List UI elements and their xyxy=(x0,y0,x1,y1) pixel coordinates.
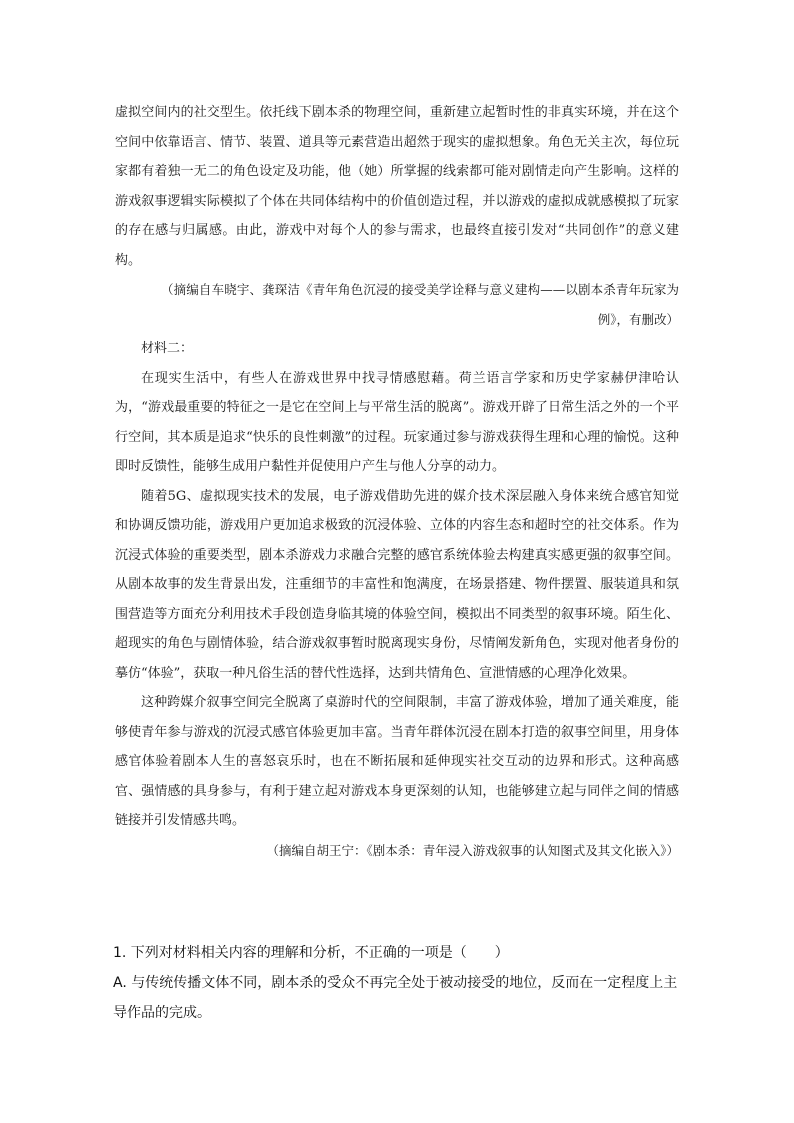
material-two-source: （摘编自胡王宁：《剧本杀：青年浸入游戏叙事的认知图式及其文化嵌入》） xyxy=(266,842,679,858)
question-option-a: A. 与传统传播文体不同，剧本杀的受众不再完全处于被动接受的地位，反而在一定程度上主导作品的完成。 xyxy=(113,975,678,1021)
material-two-paragraph-3: 这种跨媒介叙事空间完全脱离了桌游时代的空间限制，丰富了游戏体验，增加了通关难度，能够使青年参与游戏的沉浸式感官体验更加丰富。当青年群体沉浸在剧本打造的叙事空间里，用身体感官体验着剧本人生的喜怒哀乐时，也在不断拓展和延伸现实社交互动的边界和形式。这种高感官、强情感的具身参与，有利于建立起对游戏本身更深刻的认知，也能够建立起与同伴之间的情感链接并引发情感共鸣。 xyxy=(115,695,679,828)
reading-material xyxy=(115,98,679,865)
material-two-paragraph-1: 在现实生活中，有些人在游戏世界中找寻情感慰藉。荷兰语言学家和历史学家赫伊津哈认为，“游戏最重要的特征之一是它在空间上与平常生活的脱离”。游戏开辟了日常生活之外的一个平行空间，其本质是追求“快乐的良性刺激”的过程。玩家通过参与游戏获得生理和心理的愉悦。这种即时反馈性，能够生成用户黏性并促使用户产生与他人分享的动力。 xyxy=(115,370,679,474)
question-stem: 1. 下列对材料相关内容的理解和分析，不正确的一项是（ ） xyxy=(113,945,509,961)
material-two-paragraph-2: 随着5G、虚拟现实技术的发展，电子游戏借助先进的媒介技术深层融入身体来统合感官知觉和协调反馈功能，游戏用户更加追求极致的沉浸体验、立体的内容生态和超时空的社交体系。作为沉浸式体验的重要类型，剧本杀游戏力求融合完整的感官系统体验去构建真实感更强的叙事空间。从剧本故事的发生背景出发，注重细节的丰富性和饱满度，在场景搭建、物件摆置、服装道具和氛围营造等方面充分利用技术手段创造身临其境的体验空间，模拟出不同类型的叙事环境。陌生化、超现实的角色与剧情体验，结合游戏叙事暂时脱离现实身份，尽情阐发新角色，实现对他者身份的摹仿“体验”，获取一种凡俗生活的替代性选择，达到共情角色、宣泄情感的心理净化效果。 xyxy=(115,488,679,681)
material-one-source: （摘编自车晓宇、龚琛洁《青年角色沉浸的接受美学诠释与意义建构——以剧本杀青年玩家为例》，有删改） xyxy=(161,282,679,327)
material-two-label: 材料二： xyxy=(141,341,194,356)
material-one-paragraph: 虚拟空间内的社交型生。依托线下剧本杀的物理空间，重新建立起暂时性的非真实环境，并在这个空间中依靠语言、情节、装置、道具等元素营造出超然于现实的虚拟想象。角色无关主次，每位玩家都有着独一无二的角色设定及功能，他（她）所掌握的线索都可能对剧情走向产生影响。这样的游戏叙事逻辑实际模拟了个体在共同体结构中的价值创造过程，并以游戏的虚拟成就感模拟了玩家的存在感与归属感。由此，游戏中对每个人的参与需求，也最终直接引发对“共同创作”的意义建构。 xyxy=(115,105,679,268)
